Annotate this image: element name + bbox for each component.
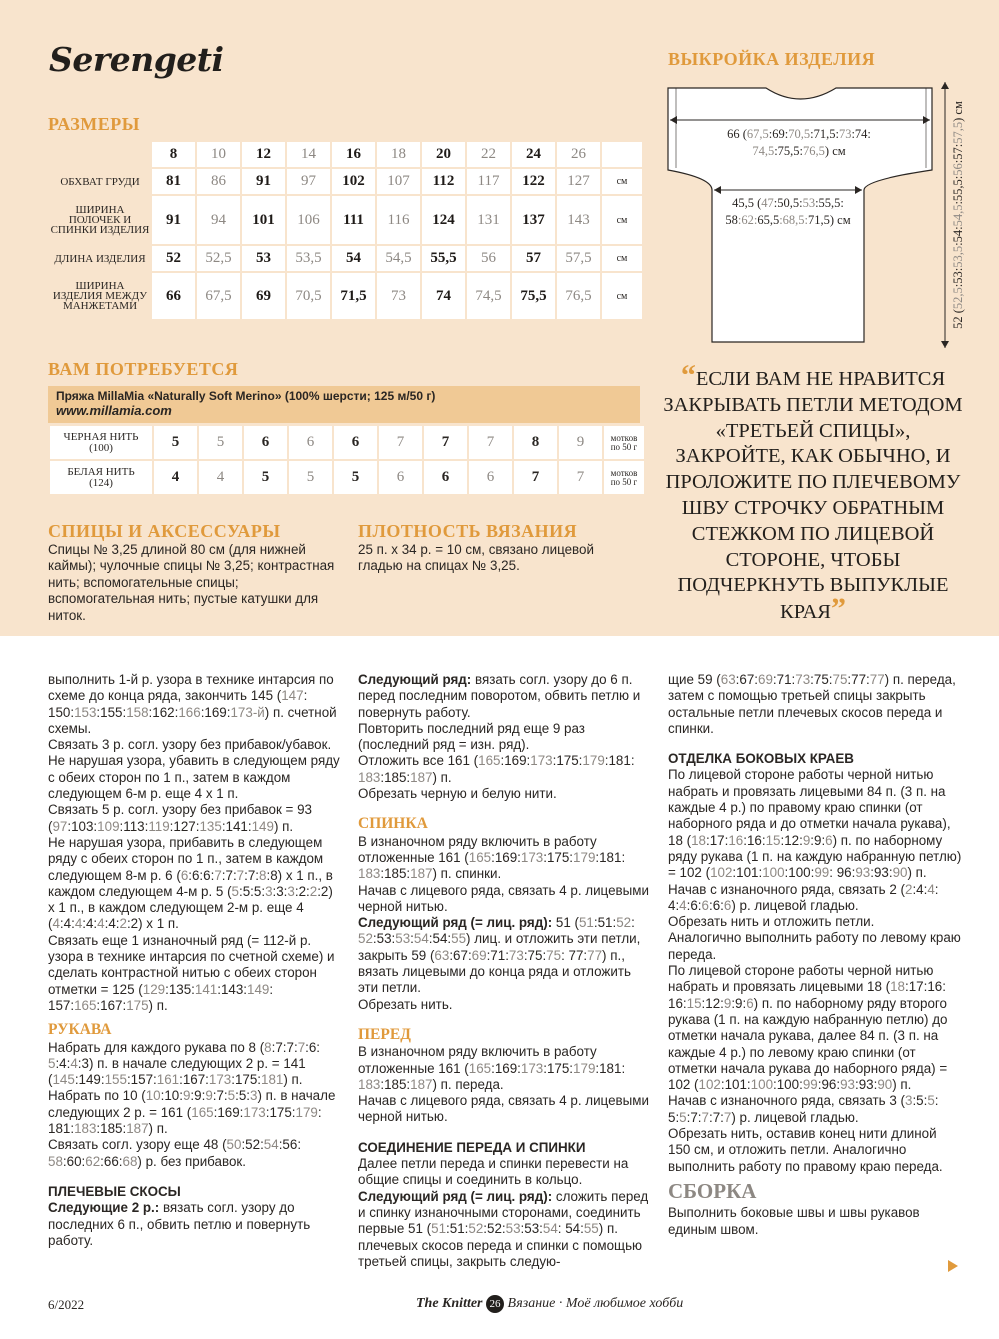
paragraph: Связать 5 р. согл. узору без прибавок = 93 (97:103:109:113:119:127:135:141:149) п. [48, 802, 312, 834]
table-cell: 124 [422, 196, 465, 244]
table-cell: 107 [377, 169, 420, 194]
pattern-heading: ВЫКРОЙКА ИЗДЕЛИЯ [668, 49, 876, 69]
table-cell: 67,5 [197, 273, 240, 319]
size-cell: 16 [332, 142, 375, 167]
row-label: ОБХВАТ ГРУДИ [60, 175, 140, 188]
paragraph: Не нарушая узора, убавить в следующем ряду с обеих сторон по 1 п., затем в каждом следующем 6-м р. еще 4 х 1 п. [48, 753, 340, 802]
materials-heading: ВАМ ПОТРЕБУЕТСЯ [48, 359, 239, 379]
sizes-table [48, 140, 644, 321]
pull-quote [662, 359, 964, 626]
table-cell: 53 [242, 246, 285, 271]
column-2 [358, 672, 650, 1270]
table-cell: 5 [289, 461, 332, 494]
section-heading: СБОРКА [668, 1178, 757, 1203]
paragraph: Аналогично выполнить работу по левому краю переда. [668, 930, 961, 962]
quote-open-icon: “ [680, 359, 696, 392]
paragraph: Следующий ряд (= лиц. ряд): 51 (51:51:52: 52:53:53:54:54:55) лиц. и отложить эти петли, закрыть 59 (63:67:69:71:73:75:75: 77:77) п., вязать лицевыми до конца ряда и отложить эти петли. [358, 915, 641, 996]
sizes-heading: РАЗМЕРЫ [48, 114, 140, 134]
paragraph: Связать 3 р. согл. узору без прибавок/убавок. [48, 737, 332, 753]
size-cell: 22 [467, 142, 510, 167]
paragraph: Начав с изнаночного ряда, связать 3 (3:5:5: 5:5:7:7:7:7) р. лицевой гладью. [668, 1093, 939, 1125]
unit-cell: см [602, 246, 642, 271]
table-cell: 137 [512, 196, 555, 244]
paragraph: Обрезать нить и отложить петли. [668, 914, 875, 930]
paragraph: Следующие 2 р.: вязать согл. узору до последних 6 п., обвить петлю и повернуть работу. [48, 1200, 311, 1248]
paragraph: Следующий ряд (= лиц. ряд): сложить перед и спинку изнаночными сторонами, соединить первые 51 (51:51:52:52:53:53:54: 54:55) п. плечевых скосов переда и спинки с помощью третьей спицы, закрыть следую- [358, 1188, 649, 1269]
unit-cell: см [602, 169, 642, 194]
table-cell: 94 [197, 196, 240, 244]
paragraph: Не нарушая узора, прибавить в следующем ряду с обеих сторон по 1 п., затем в каждом следующем 8-м р. 6 (6:6:6:7:7:7:7:8:8) х 1 п., в каждом следующем 4-м р. 5 (5:5:5:3:3:3:2:2:2) х 1 п., в каждом следующем 2-м р. еще 4 (4:4:4:4:4:4:2:2) х 1 п. [48, 834, 333, 932]
row-label: ДЛИНА ИЗДЕЛИЯ [54, 252, 146, 265]
unit-cell: см [602, 273, 642, 319]
issue-number: 6/2022 [48, 1297, 85, 1312]
table-cell: 7 [379, 426, 422, 459]
row-label: ЧЕРНАЯ НИТЬ (100) [50, 426, 152, 459]
table-cell: 57,5 [557, 246, 600, 271]
paragraph: Связать еще 1 изнаночный ряд (= 112-й р. узора в технике интарсия по счетной схеме) и сделать контрастной нитью с обеих сторон отметки = 125 (129:135:141:143:149: 157:165:167:175) п. [48, 932, 335, 1013]
table-cell: 6 [289, 426, 332, 459]
table-row [50, 426, 644, 459]
table-cell: 52 [152, 246, 195, 271]
table-cell: 76,5 [557, 273, 600, 319]
table-cell: 91 [242, 169, 285, 194]
subsection-heading: СОЕДИНЕНИЕ ПЕРЕДА И СПИНКИ [358, 1139, 586, 1155]
table-cell: 102 [332, 169, 375, 194]
section-heading: ПЕРЕД [358, 1025, 411, 1043]
yarn-bar [48, 386, 640, 423]
table-cell: 54 [332, 246, 375, 271]
table-cell: 73 [377, 273, 420, 319]
paragraph: Начав с изнаночного ряда, связать 2 (2:4:4: 4:4:6:6:6:6) р. лицевой гладью. [668, 881, 939, 913]
table-cell: 127 [557, 169, 600, 194]
table-cell: 101 [242, 196, 285, 244]
table-cell: 112 [422, 169, 465, 194]
length-label: 52 (52,5:53:53,5:54:54,5:55,5:56:57:57,5) см [951, 101, 965, 329]
paragraph: Обрезать нить, оставив конец нити длиной 150 см, и отложить петли. Аналогично выполнить работу по правому краю переда. [668, 1126, 943, 1174]
size-cell: 8 [152, 142, 195, 167]
table-cell: 5 [154, 426, 197, 459]
paragraph: Обрезать нить. [358, 996, 453, 1012]
subsection-heading: ОТДЕЛКА БОКОВЫХ КРАЕВ [668, 751, 854, 767]
table-cell: 69 [242, 273, 285, 319]
table-cell: 71,5 [332, 273, 375, 319]
table-cell: 70,5 [287, 273, 330, 319]
section-heading: СПИНКА [358, 815, 428, 833]
gauge-text: 25 п. х 34 р. = 10 см, связано лицевой гладью на спицах № 3,25. [358, 542, 594, 574]
table-cell: 5 [244, 461, 287, 494]
paragraph: В изнаночном ряду включить в работу отложенные 161 (165:169:173:175:179:181: 183:185:187) п. спинки. [358, 833, 626, 882]
garment-schematic [664, 80, 974, 352]
paragraph: Связать согл. узору еще 48 (50:52:54:56: 58:60:62:66:68) р. без прибавок. [48, 1137, 302, 1169]
paragraph: Следующий ряд: вязать согл. узору до 6 п. перед последним поворотом, обвить петлю и повернуть работу. [358, 672, 641, 720]
paragraph: Выполнить боковые швы и швы рукавов единым швом. [668, 1205, 920, 1237]
section-heading: РУКАВА [48, 1021, 112, 1039]
body-width-label-2: 58:62:65,5:68,5:71,5) см [725, 213, 851, 227]
row-label: ШИРИНА ИЗДЕЛИЯ МЕЖДУ МАНЖЕТАМИ [52, 280, 148, 312]
table-cell: 66 [152, 273, 195, 319]
table-cell: 7 [559, 461, 602, 494]
table-cell: 52,5 [197, 246, 240, 271]
footer-brand: The Knitter 26 Вязание · Моё любимое хобби [416, 1296, 684, 1312]
paragraph: Далее петли переда и спинки перевести на общие спицы и соединить в кольцо. [358, 1156, 629, 1188]
size-cell: 10 [197, 142, 240, 167]
unit-cell: мотков по 50 г [604, 426, 644, 459]
paragraph: В изнаночном ряду включить в работу отложенные 161 (165:169:173:175:179:181: 183:185:187) п. переда. [358, 1044, 626, 1092]
upper-width-label-2: 74,5:75,5:76,5) см [752, 144, 846, 158]
size-cell: 26 [557, 142, 600, 167]
paragraph: Отложить все 161 (165:169:173:175:179:181: 183:185:187) п. [358, 753, 635, 785]
size-cell: 24 [512, 142, 555, 167]
paragraph: выполнить 1-й р. узора в технике интарсия по схеме до конца ряда, закончить 145 (147: 150:153:155:158:162:166:169:173-й) п. счетной схемы. [48, 672, 337, 736]
table-cell: 6 [334, 426, 377, 459]
size-cell: 20 [422, 142, 465, 167]
table-row [50, 461, 644, 494]
table-cell: 9 [559, 426, 602, 459]
table-cell: 131 [467, 196, 510, 244]
table-cell: 7 [424, 426, 467, 459]
table-cell: 111 [332, 196, 375, 244]
table-cell: 4 [154, 461, 197, 494]
table-cell: 6 [469, 461, 512, 494]
yarn-table [48, 424, 646, 496]
paragraph: Начав с лицевого ряда, связать 4 р. лицевыми черной нитью. [358, 1093, 649, 1125]
unit-cell: см [602, 196, 642, 244]
table-cell: 7 [469, 426, 512, 459]
table-cell: 6 [244, 426, 287, 459]
table-cell: 97 [287, 169, 330, 194]
body-width-label: 45,5 (47:50,5:53:55,5: [732, 196, 844, 210]
table-cell: 6 [379, 461, 422, 494]
column-1 [48, 672, 343, 1249]
yarn-url: www.millamia.com [56, 403, 172, 418]
unit-cell: мотков по 50 г [604, 461, 644, 494]
table-cell: 6 [424, 461, 467, 494]
table-cell: 122 [512, 169, 555, 194]
table-cell: 54,5 [377, 246, 420, 271]
table-cell: 143 [557, 196, 600, 244]
table-cell: 75,5 [512, 273, 555, 319]
table-cell: 5 [334, 461, 377, 494]
upper-width-label: 66 (67,5:69:70,5:71,5:73:74: [727, 127, 871, 141]
table-cell: 57 [512, 246, 555, 271]
table-row [50, 169, 642, 194]
table-cell: 74,5 [467, 273, 510, 319]
table-cell: 81 [152, 169, 195, 194]
table-row [50, 246, 642, 271]
size-row [50, 142, 642, 167]
needles-text: Спицы № 3,25 длиной 80 см (для нижней каймы); чулочные спицы № 3,25; контрастная нить; вспомогательные спицы; вспомогательная нить; пустые катушки для ниток. [48, 542, 335, 623]
paragraph: щие 59 (63:67:69:71:73:75:75:77:77) п. переда, затем с помощью третьей спицы закрыть остальные петли плечевых скосов переда и спинки. [668, 672, 956, 736]
paragraph: Набрать по 10 (10:10:9:9:9:7:5:5:3) п. в начале следующих 2 р. = 161 (165:169:173:175:179: 181:183:185:187) п. [48, 1088, 336, 1137]
paragraph: Набрать для каждого рукава по 8 (8:7:7:7:6: 5:4:4:3) п. в начале следующих 2 р. = 141 (145:149:155:157:161:167:173:175:181) п. [48, 1039, 321, 1088]
table-row [50, 273, 642, 319]
table-cell: 116 [377, 196, 420, 244]
paragraph: Обрезать черную и белую нити. [358, 786, 557, 802]
row-label: ШИРИНА ПОЛОЧЕК И СПИНКИ ИЗДЕЛИЯ [50, 204, 150, 236]
table-cell: 56 [467, 246, 510, 271]
paragraph: Начав с лицевого ряда, связать 4 р. лицевыми черной нитью. [358, 882, 649, 914]
paragraph: Повторить последний ряд еще 9 раз (последний ряд = изн. ряд). [358, 720, 585, 753]
quote-close-icon: ” [830, 592, 846, 626]
table-cell: 5 [199, 426, 242, 459]
continue-arrow-icon [948, 1260, 958, 1272]
table-cell: 8 [514, 426, 557, 459]
table-cell: 53,5 [287, 246, 330, 271]
table-cell: 106 [287, 196, 330, 244]
paragraph: По лицевой стороне работы черной нитью набрать и провязать лицевыми 84 п. (3 п. на каждые 4 р.) по правому краю спинки (от наборного ряда и до отметки начала рукава), 18 (18:17:16:16:15:12:9:9:6) п. по наборному ряду рукава (1 п. на каждую набранную петлю) = 102 (102:101:100:100:99: 96:93:93:90) п. [668, 767, 962, 881]
table-cell: 7 [514, 461, 557, 494]
gauge-heading: ПЛОТНОСТЬ ВЯЗАНИЯ [358, 521, 578, 541]
size-cell: 14 [287, 142, 330, 167]
table-cell: 55,5 [422, 246, 465, 271]
size-cell: 18 [377, 142, 420, 167]
table-row [50, 196, 642, 244]
size-cell: 12 [242, 142, 285, 167]
table-cell: 86 [197, 169, 240, 194]
table-cell: 74 [422, 273, 465, 319]
page-number: 26 [486, 1295, 504, 1313]
table-cell: 4 [199, 461, 242, 494]
subsection-heading: ПЛЕЧЕВЫЕ СКОСЫ [48, 1183, 181, 1199]
row-label: БЕЛАЯ НИТЬ (124) [50, 461, 152, 494]
paragraph: По лицевой стороне работы черной нитью набрать и провязать лицевыми 18 (18:17:16: 16:15:12:9:9:6) п. по наборному ряду второго рукава (1 п. на каждую набранную петлю) до отметки начала рукава, далее 84 п. (3 п. на каждые 4 р.) по левому краю спинки (от отметки начала рукава до наборного ряда) = 102 (102:101:100:100:99:96:93:93:90) п. [668, 963, 948, 1093]
table-cell: 117 [467, 169, 510, 194]
yarn-line: Пряжа MillaMia «Naturally Soft Merino» (100% шерсти; 125 м/50 г) [56, 389, 436, 403]
page-title: Serengeti [49, 40, 224, 79]
table-cell: 91 [152, 196, 195, 244]
needles-heading: СПИЦЫ И АКСЕССУАРЫ [48, 521, 281, 541]
quote-text: ЕСЛИ ВАМ НЕ НРАВИТСЯ ЗАКРЫВАТЬ ПЕТЛИ МЕТОДОМ «ТРЕТЬЕЙ СПИЦЫ», ЗАКРОЙТЕ, КАК ОБЫЧНО, И ПРОЛОЖИТЕ ПО ПЛЕЧЕВОМУ ШВУ СТРОЧКУ ОБРАТНЫМ СТЕЖКОМ ПО ЛИЦЕВОЙ СТОРОНЕ, ЧТОБЫ ПОДЧЕРКНУТЬ ВЫПУКЛЫЕ КРАЯ [663, 368, 963, 624]
column-3 [668, 672, 962, 1238]
